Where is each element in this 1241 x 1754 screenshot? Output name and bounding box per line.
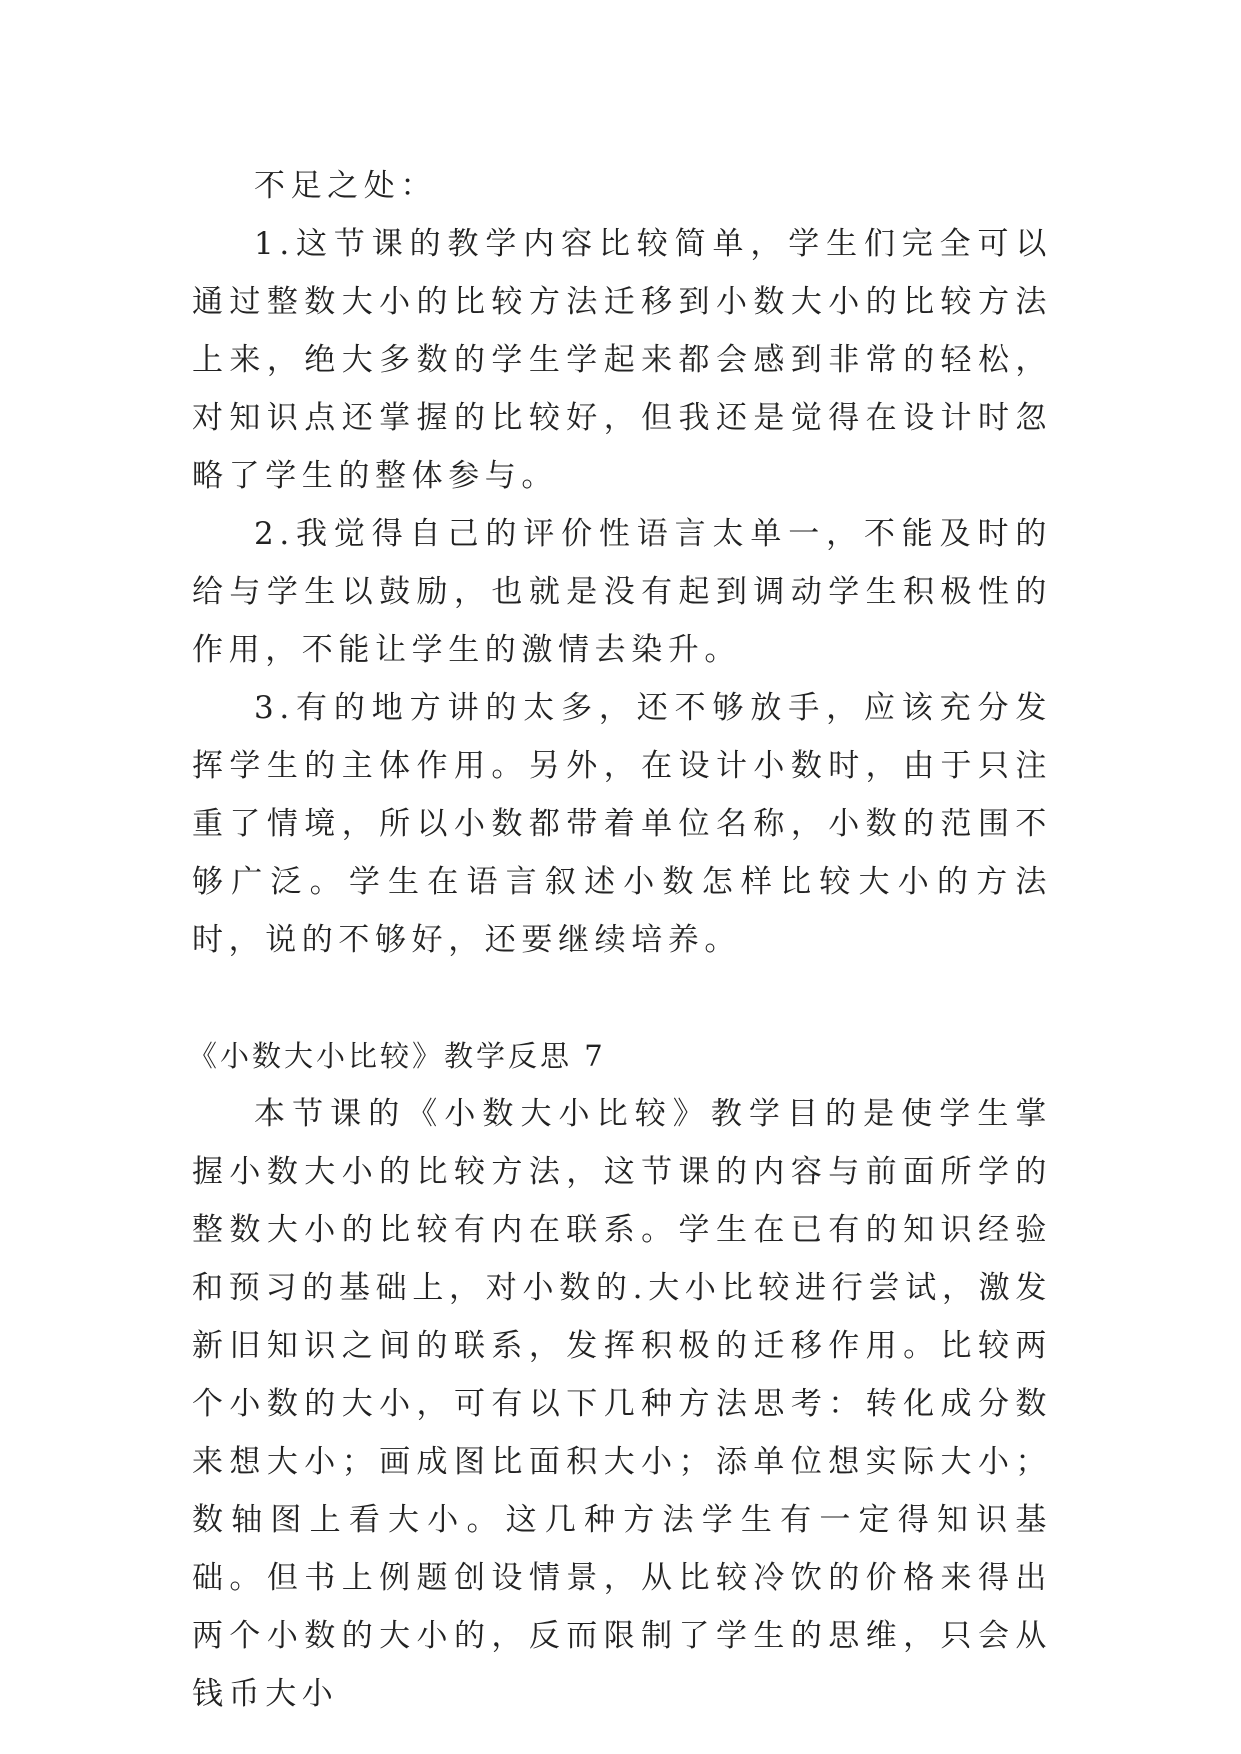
shortcoming-item-3: 3.有的地方讲的太多，还不够放手，应该充分发挥学生的主体作用。另外，在设计小数时，由于只注重了情境，所以小数都带着单位名称，小数的范围不够广泛。学生在语言叙述小数怎样比较大小的方法时，说的不够好，还要继续培养。 xyxy=(192,690,1052,958)
document-body xyxy=(188,157,1052,1723)
shortcoming-item-2: 2.我觉得自己的评价性语言太单一，不能及时的给与学生以鼓励，也就是没有起到调动学生积极性的作用，不能让学生的激情去染升。 xyxy=(192,516,1052,668)
shortcoming-item-1: 1.这节课的教学内容比较简单，学生们完全可以通过整数大小的比较方法迁移到小数大小的比较方法上来，绝大多数的学生学起来都会感到非常的轻松，对知识点还掌握的比较好，但我还是觉得在设计时忽略了学生的整体参与。 xyxy=(192,226,1052,494)
section-heading-shortcomings: 不足之处： xyxy=(254,168,437,204)
reflection-paragraph: 本节课的《小数大小比较》教学目的是使学生掌握小数大小的比较方法，这节课的内容与前面所学的整数大小的比较有内在联系。学生在已有的知识经验和预习的基础上，对小数的.大小比较进行尝试，激发新旧知识之间的联系，发挥积极的迁移作用。比较两个小数的大小，可有以下几种方法思考：转化成分数来想大小；画成图比面积大小；添单位想实际大小；数轴图上看大小。这几种方法学生有一定得知识基础。但书上例题创设情景，从比较冷饮的价格来得出两个小数的大小的，反而限制了学生的思维，只会从钱币大小 xyxy=(192,1096,1052,1712)
section-title-reflection-7: 《小数大小比较》教学反思 7 xyxy=(188,1039,606,1073)
section-spacer xyxy=(192,969,1052,1027)
